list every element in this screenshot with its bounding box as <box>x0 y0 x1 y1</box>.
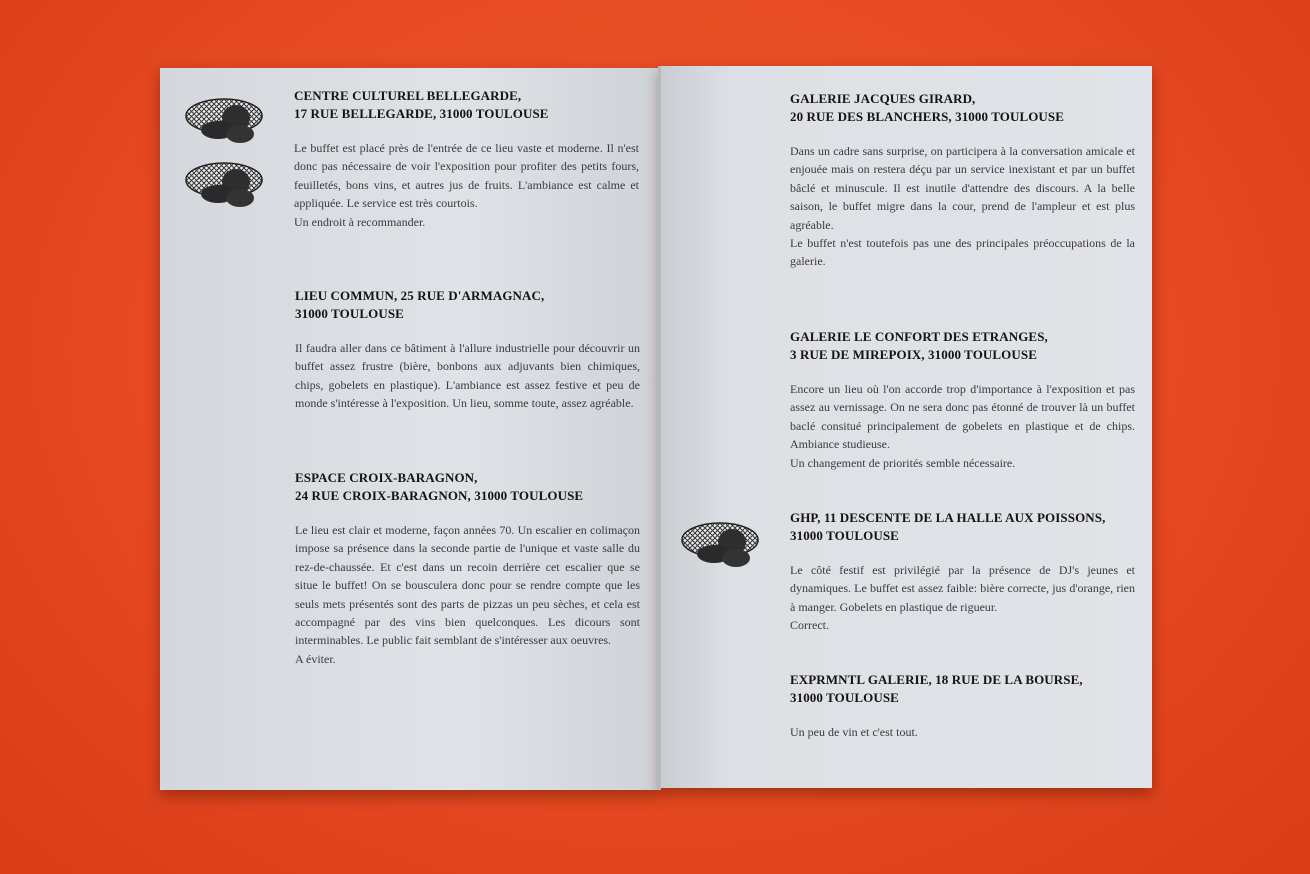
venue-title: GALERIE JACQUES GIRARD, 20 RUE DES BLANCHERS, 31000 TOULOUSE <box>790 91 1065 124</box>
review-text: Le lieu est clair et moderne, façon années 70. Un escalier en colimaçon impose sa présence dans la seconde partie de l'unique et vaste salle du rez-de-chaussée. Et c'est dans un recoin derrière cet escalier que se situe le buffet! On se bousculera donc pour se rendre compte que les seuls mets présentés sont des parts de pizzas un peu sèches, et cela est accompagné par des vins bien quelconques. Les dicours sont interminables. Le public fait semblant de s'intéresser aux oeuvres. A éviter. <box>295 523 640 666</box>
peanut-rating-icon <box>184 158 266 212</box>
review-text: Encore un lieu où l'on accorde trop d'importance à l'exposition et pas assez au vernissage. On ne sera donc pas étonné de trouver là un buffet baclé consitué principalement de gobelets en plastique et de chips. Ambiance studieuse. Un changement de priorités semble nécessaire. <box>790 382 1135 470</box>
venue-title: GHP, 11 DESCENTE DE LA HALLE AUX POISSONS, 31000 TOULOUSE <box>790 510 1106 543</box>
venue-title: CENTRE CULTUREL BELLEGARDE, 17 RUE BELLEGARDE, 31000 TOULOUSE <box>294 88 549 121</box>
review-text: Dans un cadre sans surprise, on participera à la conversation amicale et enjouée mais on restera déçu par un service inexistant et par un buffet bâclé et minuscule. Il est inutile d'attendre des discours. A la belle saison, le buffet migre dans la cour, prend de l'ampleur et est plus agréable. Le buffet n'est toutefois pas une des principales préoccupations de la galerie. <box>790 144 1135 269</box>
peanut-rating-icon <box>184 94 266 148</box>
review-exprmntl-galerie <box>790 671 1135 741</box>
review-espace-croix-baragnon <box>295 469 640 668</box>
review-centre-culturel-bellegarde <box>294 87 639 231</box>
review-text: Le buffet est placé près de l'entrée de ce lieu vaste et moderne. Il n'est donc pas nécessaire de voir l'exposition pour profiter des petits fours, feuilletés, bons vins, et autres jus de fruits. L'ambiance est calme et appliquée. Le service est très courtois. Un endroit à recommander. <box>294 141 639 229</box>
venue-title: ESPACE CROIX-BARAGNON, 24 RUE CROIX-BARAGNON, 31000 TOULOUSE <box>295 470 584 503</box>
venue-title: GALERIE LE CONFORT DES ETRANGES, 3 RUE DE MIREPOIX, 31000 TOULOUSE <box>790 329 1048 362</box>
review-ghp <box>790 509 1135 635</box>
peanut-rating-icon <box>680 518 762 572</box>
review-lieu-commun <box>295 287 640 413</box>
review-galerie-jacques-girard <box>790 90 1135 271</box>
venue-title: LIEU COMMUN, 25 RUE D'ARMAGNAC, 31000 TOULOUSE <box>295 288 545 321</box>
review-galerie-confort-des-etranges <box>790 328 1135 472</box>
review-text: Un peu de vin et c'est tout. <box>790 725 918 739</box>
venue-title: EXPRMNTL GALERIE, 18 RUE DE LA BOURSE, 31000 TOULOUSE <box>790 672 1083 705</box>
booklet-spine <box>658 66 661 790</box>
review-text: Le côté festif est privilégié par la présence de DJ's jeunes et dynamiques. Le buffet est assez faible: bière correcte, jus d'orange, rien à manger. Gobelets en plastique de rigueur. Correct. <box>790 563 1135 633</box>
review-text: Il faudra aller dans ce bâtiment à l'allure industrielle pour découvrir un buffet assez frustre (bière, bonbons aux adjuvants bien chimiques, chips, gobelets en plastique). L'ambiance est assez festive et peu de monde s'intéresse à l'exposition. Un lieu, somme toute, assez agréable. <box>295 341 640 411</box>
